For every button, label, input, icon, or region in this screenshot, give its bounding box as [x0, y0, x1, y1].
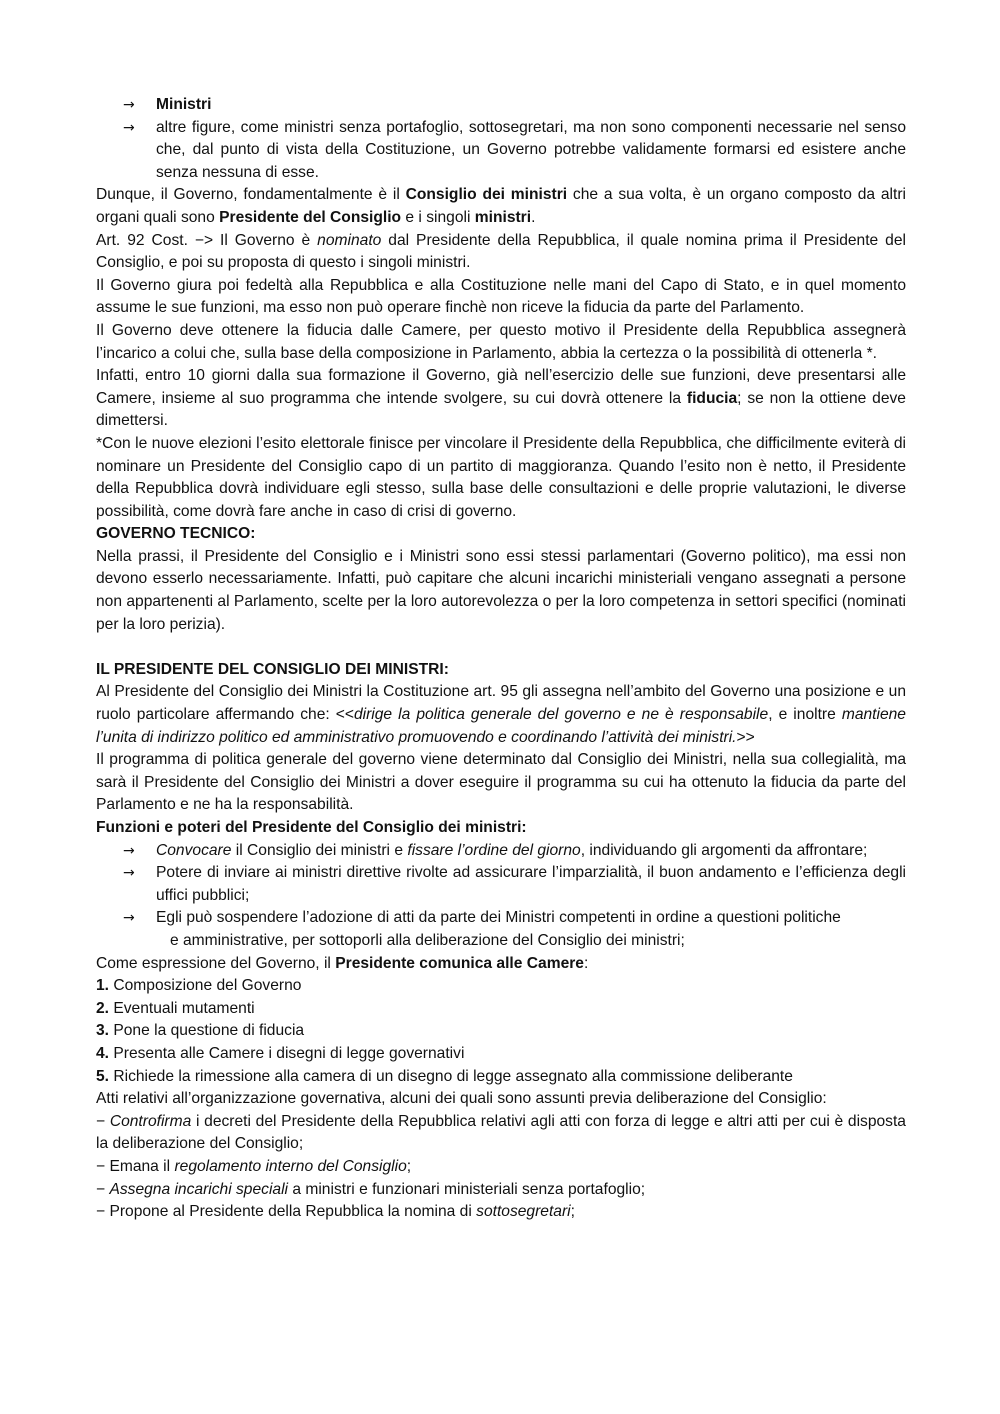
paragraph-programma: Il programma di politica generale del governo viene determinato dal Consiglio dei Ministri, nella sua collegialità, ma sarà il Presidente del Consiglio dei Ministri a dover eseguire il programma su cui ha ottenuto la fiducia da parte del Parlamento e ne ha la responsabilità.: [96, 751, 906, 814]
dash-item: [96, 1201, 906, 1224]
text-span: e i singoli: [401, 208, 475, 226]
text-span: .: [531, 208, 536, 226]
heading-governo-tecnico: GOVERNO TECNICO:: [96, 525, 256, 543]
text-span: Come espressione del Governo, il: [96, 954, 336, 972]
bold-term: Consiglio dei ministri: [405, 186, 568, 204]
text-span: Dunque, il Governo, fondamentalmente è il: [96, 186, 406, 204]
numbered-item: [96, 975, 906, 998]
paragraph-comunica-camere: [96, 953, 906, 976]
heading-presidente-consiglio: IL PRESIDENTE DEL CONSIGLIO DEI MINISTRI:: [96, 660, 449, 678]
text-span: − Propone al Presidente della Repubblica la nomina di: [96, 1203, 477, 1221]
text-span: Art. 92 Cost. −> Il Governo è: [96, 231, 318, 249]
text-span: ; se non la ottiene deve dimettersi.: [96, 389, 906, 430]
funzione-item-direttive: [96, 862, 906, 907]
text-span: :: [583, 954, 589, 972]
italic-quote: dirige la politica generale del governo e ne è responsabile: [353, 706, 769, 724]
text-span: ;: [406, 1157, 412, 1175]
paragraph-art92: [96, 230, 906, 275]
funzione-item-sospendere: [96, 907, 906, 952]
paragraph-prassi: Nella prassi, il Presidente del Consiglio e i Ministri sono essi stessi parlamentari (Governo politico), ma essi non devono esserlo necessariamente. Infatti, può capitare che alcuni incarichi ministeriali vengano assegnati a persone non appartenenti al Parlamento, scelte per la loro autorevolezza o per la loro competenza in settori specifici (nominati per la loro perizia).: [96, 547, 906, 633]
arrow-icon: →: [123, 842, 135, 859]
text-span: e amministrative, per sottoporli alla deliberazione del Consiglio dei ministri;: [170, 931, 685, 949]
item-text: Composizione del Governo: [109, 977, 302, 995]
text-span: ;: [570, 1203, 575, 1221]
text-span: −: [96, 1180, 110, 1198]
item-text: Eventuali mutamenti: [109, 999, 255, 1017]
bullet-text: altre figure, come ministri senza portafoglio, sottosegretari, ma non sono componenti necessarie nel senso che, dal punto di vista della Costituzione, un Governo potrebbe validamente formarsi ed esistere anche senza nessuna di esse.: [156, 118, 906, 181]
paragraph-art95: [96, 681, 906, 749]
italic-term: Controfirma: [109, 1112, 192, 1130]
paragraph-footnote-elezioni: *Con le nuove elezioni l’esito elettorale finisce per vincolare il Presidente della Repubblica, che difficilmente eviterà di nominare un Presidente del Consiglio capo di un partito di maggioranza. Quando l’esito non è netto, il Presidente della Repubblica dovrà individuare egli stesso, sulla base delle consultazioni e delle proprie valutazioni, le diverse possibilità, come dovrà fare anche in caso di crisi di governo.: [96, 434, 906, 520]
text-span: , e inoltre: [768, 706, 842, 724]
italic-term: sottosegretari: [476, 1203, 571, 1221]
numbered-item: [96, 998, 906, 1021]
paragraph-consiglio: [96, 184, 906, 229]
bullet-item-altre-figure: [96, 117, 906, 185]
text-span: dal Presidente della Repubblica, il quale nomina prima il Presidente del Consiglio, e poi su proposta di questo i singoli ministri.: [96, 231, 906, 272]
dash-item: [96, 1111, 906, 1156]
blank-line: [96, 636, 906, 659]
numbered-item: [96, 1043, 906, 1066]
arrow-icon: →: [123, 97, 135, 113]
italic-quote: mantiene l’unita di indirizzo politico ed amministrativo promuovendo e coordinando l’attività dei ministri.: [96, 706, 906, 746]
item-number: 4.: [96, 1044, 110, 1062]
bold-term: fiducia: [686, 389, 738, 407]
text-span: >>: [736, 728, 755, 746]
text-span: i decreti del Presidente della Repubblica relativi agli atti con forza di legge e altri atti per cui è disposta la deliberazione del Consiglio;: [96, 1112, 906, 1153]
text-span: , individuando gli argomenti da affrontare;: [580, 841, 868, 859]
item-number: 3.: [96, 1022, 110, 1040]
bold-term: Presidente del Consiglio: [219, 208, 402, 226]
paragraph-10-giorni: [96, 365, 906, 433]
item-number: 1.: [96, 977, 110, 995]
numbered-item: [96, 1020, 906, 1043]
text-span: Egli può sospendere l’adozione di atti da parte dei Ministri competenti in ordine a questioni politiche: [156, 909, 841, 927]
item-text: Richiede la rimessione alla camera di un disegno di legge assegnato alla commissione deliberante: [109, 1067, 793, 1085]
text-span: Al Presidente del Consiglio dei Ministri la Costituzione art. 95 gli assegna nell’ambito del Governo una posizione e un ruolo particolare affermando che: <<: [96, 683, 906, 724]
bullet-item-ministri: [96, 94, 906, 117]
text-span: Potere di inviare ai ministri direttive rivolte ad assicurare l’imparzialità, il buon andamento e l’efficienza degli uffici pubblici;: [156, 864, 906, 904]
item-number: 5.: [96, 1067, 110, 1085]
heading-funzioni-poteri: Funzioni e poteri del Presidente del Consiglio dei ministri:: [96, 819, 527, 836]
item-text: Presenta alle Camere i disegni di legge governativi: [109, 1044, 465, 1062]
arrow-icon: →: [123, 119, 135, 136]
text-span: che a sua volta, è un organo composto da altri organi quali sono: [96, 186, 906, 226]
italic-term: Assegna incarichi speciali: [109, 1180, 289, 1198]
text-span: il Consiglio dei ministri e: [231, 841, 408, 859]
bold-term: Presidente comunica alle Camere: [335, 954, 584, 972]
dash-item: [96, 1156, 906, 1179]
text-span: −: [96, 1112, 110, 1130]
arrow-icon: →: [123, 865, 135, 882]
paragraph-giuramento: Il Governo giura poi fedeltà alla Repubblica e alla Costituzione nelle mani del Capo di Stato, e in quel momento assume le sue funzioni, ma esso non può operare finchè non riceve la fiducia da parte del Parlamento.: [96, 276, 906, 317]
paragraph-atti-organizzazione: Atti relativi all’organizzazione governativa, alcuni dei quali sono assunti previa deliberazione del Consiglio:: [96, 1090, 827, 1108]
italic-term: Convocare: [156, 841, 232, 859]
bullet-text: Ministri: [156, 96, 212, 113]
arrow-icon: →: [123, 910, 135, 927]
italic-term: nominato: [317, 231, 382, 249]
funzione-item-convocare: [96, 840, 906, 863]
text-span: a ministri e funzionari ministeriali senza portafoglio;: [288, 1180, 646, 1198]
bold-term: ministri: [474, 208, 532, 226]
paragraph-fiducia: Il Governo deve ottenere la fiducia dalle Camere, per questo motivo il Presidente della Repubblica assegnerà l’incarico a colui che, sulla base della composizione in Parlamento, abbia la certezza o la possibilità di ottenerla *.: [96, 321, 906, 362]
document-page: [96, 94, 906, 1224]
dash-item: [96, 1179, 906, 1202]
item-number: 2.: [96, 999, 110, 1017]
italic-term: regolamento interno del Consiglio: [174, 1157, 407, 1175]
italic-term: fissare l’ordine del giorno: [407, 841, 581, 859]
item-text: Pone la questione di fiducia: [109, 1022, 305, 1040]
text-span: − Emana il: [96, 1157, 175, 1175]
numbered-item: [96, 1066, 906, 1089]
text-span: Infatti, entro 10 giorni dalla sua formazione il Governo, già nell’esercizio delle sue funzioni, deve presentarsi alle Camere, insieme al suo programma che intende svolgere, su cui dovrà ottenere la: [96, 367, 906, 407]
